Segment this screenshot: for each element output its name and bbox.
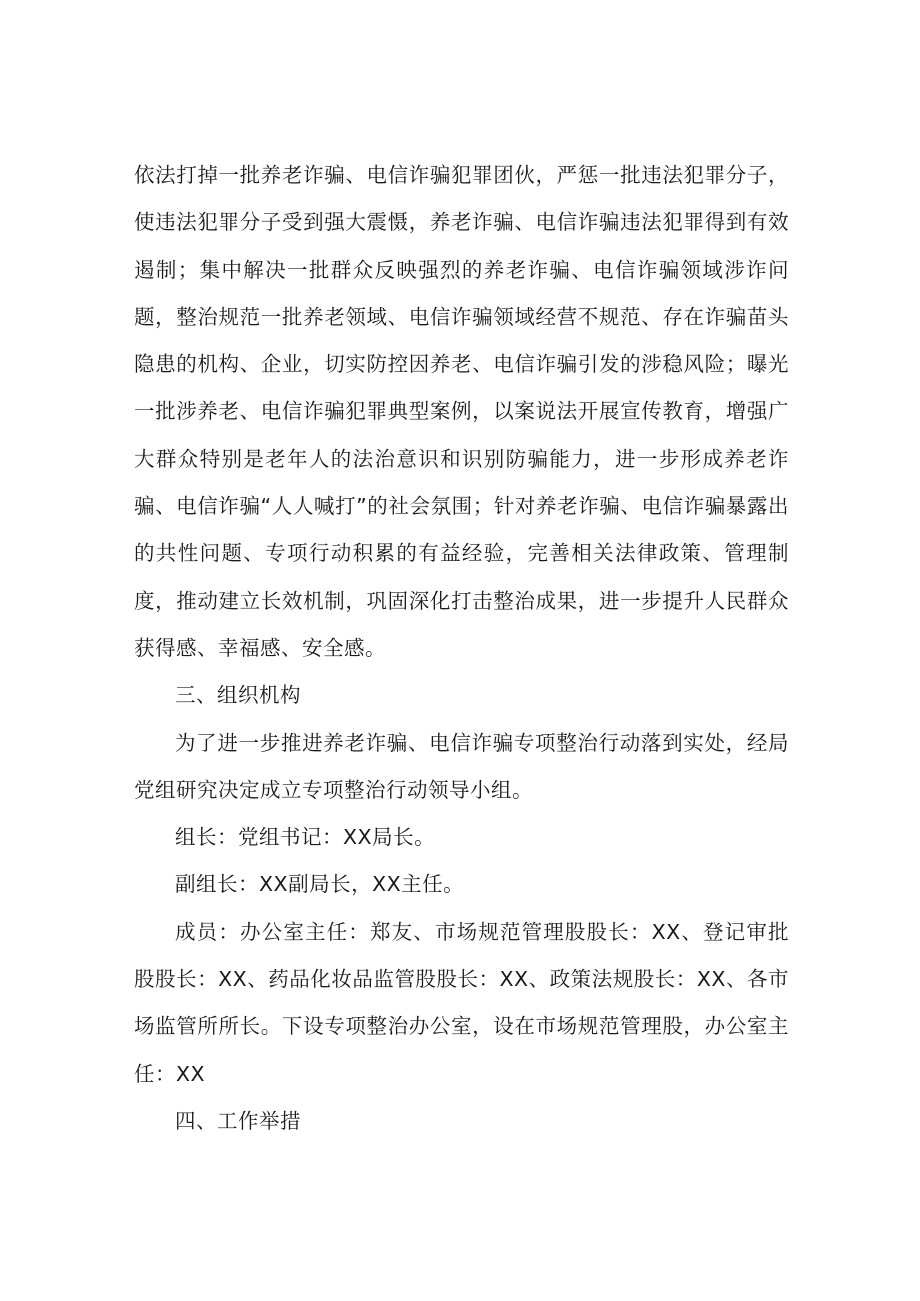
paragraph-deputy-leader: 副组长：XX副局长，XX主任。 <box>175 872 465 897</box>
paragraph-leading-group: 为了进一步推进养老诈骗、电信诈骗专项整治行动落到实处，经局党组研究决定成立专项整治行动领导小组。 <box>134 730 789 802</box>
section-heading-measures: 四、工作举措 <box>175 1108 301 1133</box>
section-heading-organization: 三、组织机构 <box>175 683 301 708</box>
paragraph-members: 成员：办公室主任：郑友、市场规范管理股股长：XX、登记审批股股长：XX、药品化妆品监管股股长：XX、政策法规股长：XX、各市场监管所所长。下设专项整治办公室，设在市场规范管理股，办公室主任：XX <box>134 919 789 1086</box>
document-body <box>134 152 789 1145</box>
paragraph-group-leader: 组长：党组书记：XX局长。 <box>175 825 436 850</box>
paragraph-goals: 依法打掉一批养老诈骗、电信诈骗犯罪团伙，严惩一批违法犯罪分子，使违法犯罪分子受到强大震慑，养老诈骗、电信诈骗违法犯罪得到有效遏制；集中解决一批群众反映强烈的养老诈骗、电信诈骗领域涉诈问题，整治规范一批养老领域、电信诈骗领域经营不规范、存在诈骗苗头隐患的机构、企业，切实防控因养老、电信诈骗引发的涉稳风险；曝光一批涉养老、电信诈骗犯罪典型案例，以案说法开展宣传教育，增强广大群众特别是老年人的法治意识和识别防骗能力，进一步形成养老诈骗、电信诈骗“人人喊打”的社会氛围；针对养老诈骗、电信诈骗暴露出的共性问题、专项行动积累的有益经验，完善相关法律政策、管理制度，推动建立长效机制，巩固深化打击整治成果，进一步提升人民群众获得感、幸福感、安全感。 <box>134 163 789 660</box>
